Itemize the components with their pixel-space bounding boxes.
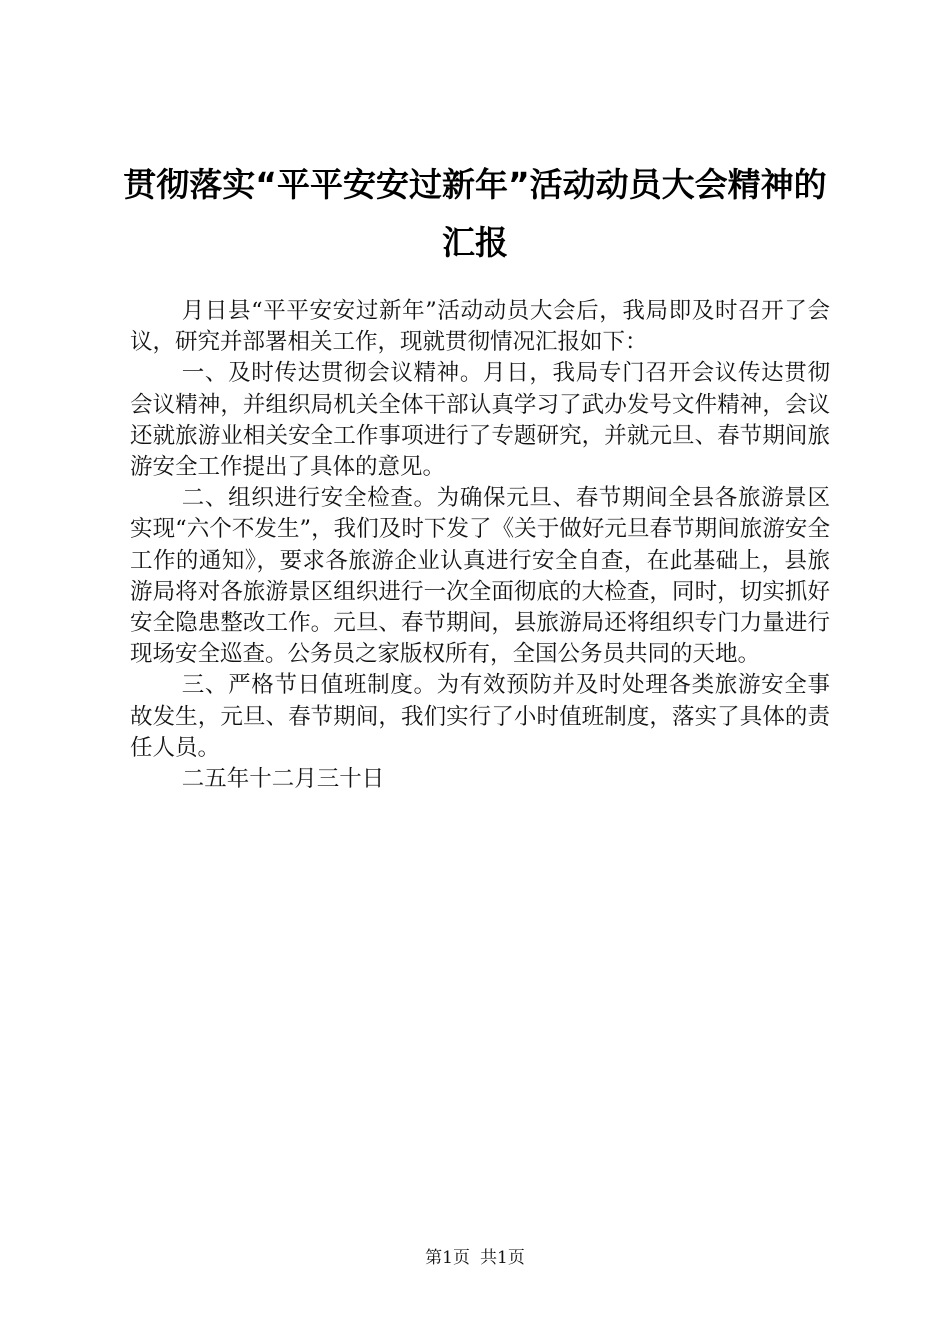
page-number-current: 第1页 <box>425 1248 470 1268</box>
page-number-total: 共1页 <box>480 1248 525 1268</box>
document-date: 二五年十二月三十日 <box>181 766 385 793</box>
document-title: 贯彻落实“平平安安过新年”活动动员大会精神的汇报 <box>123 165 827 262</box>
document-body <box>130 296 830 795</box>
section-three-paragraph: 三、严格节日值班制度。为有效预防并及时处理各类旅游安全事故发生，元旦、春节期间，我们实行了小时值班制度，落实了具体的责任人员。 <box>130 672 830 761</box>
section-two-paragraph: 二、组织进行安全检查。为确保元旦、春节期间全县各旅游景区实现“六个不发生”，我们及时下发了《关于做好元旦春节期间旅游安全工作的通知》，要求各旅游企业认真进行安全自查，在此基础上，县旅游局将对各旅游景区组织进行一次全面彻底的大检查，同时，切实抓好安全隐患整改工作。元旦、春节期间，县旅游局还将组织专门力量进行现场安全巡查。公务员之家版权所有，全国公务员共同的天地。 <box>130 485 830 668</box>
page-footer <box>0 1243 950 1268</box>
intro-paragraph: 月日县“平平安安过新年”活动动员大会后，我局即及时召开了会议，研究并部署相关工作，现就贯彻情况汇报如下： <box>130 298 830 356</box>
section-one-paragraph: 一、及时传达贯彻会议精神。月日，我局专门召开会议传达贯彻会议精神，并组织局机关全体干部认真学习了武办发号文件精神，会议还就旅游业相关安全工作事项进行了专题研究，并就元旦、春节期间旅游安全工作提出了具体的意见。 <box>130 360 830 481</box>
